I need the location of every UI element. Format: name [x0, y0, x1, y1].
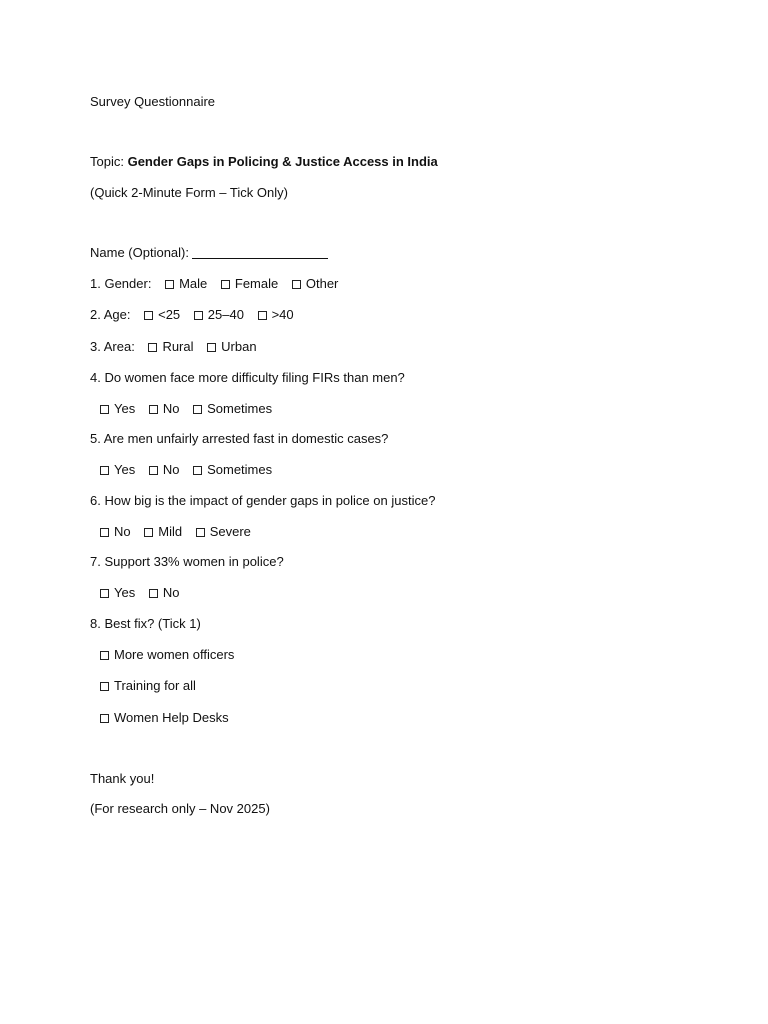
options-row	[100, 401, 272, 417]
checkbox-option[interactable]: Rural	[148, 339, 193, 355]
checkbox-option[interactable]: Training for all	[100, 678, 196, 694]
question-text: 5. Are men unfairly arrested fast in domestic cases?	[90, 431, 389, 446]
checkbox-option[interactable]: More women officers	[100, 647, 234, 663]
checkbox-icon[interactable]	[194, 311, 203, 320]
checkbox-icon[interactable]	[100, 651, 109, 660]
question-gender	[90, 276, 338, 292]
checkbox-icon[interactable]	[144, 528, 153, 537]
checkbox-option[interactable]: Other	[292, 276, 339, 292]
thank-you-text: Thank you!	[90, 771, 155, 786]
checkbox-option[interactable]: >40	[258, 307, 294, 323]
checkbox-icon[interactable]	[149, 405, 158, 414]
options-row	[100, 585, 179, 601]
checkbox-option[interactable]: Yes	[100, 401, 135, 417]
checkbox-icon[interactable]	[100, 405, 109, 414]
checkbox-option[interactable]: Yes	[100, 585, 135, 601]
checkbox-option[interactable]: Male	[165, 276, 207, 292]
checkbox-icon[interactable]	[292, 280, 301, 289]
checkbox-icon[interactable]	[196, 528, 205, 537]
checkbox-option[interactable]: No	[149, 401, 180, 417]
checkbox-icon[interactable]	[221, 280, 230, 289]
checkbox-icon[interactable]	[100, 714, 109, 723]
checkbox-icon[interactable]	[193, 466, 202, 475]
question-text: 4. Do women face more difficulty filing FIRs than men?	[90, 370, 405, 385]
question-age	[90, 307, 294, 323]
checkbox-option[interactable]: Sometimes	[193, 462, 272, 478]
checkbox-option[interactable]: Yes	[100, 462, 135, 478]
checkbox-option[interactable]: No	[149, 585, 180, 601]
question-area	[90, 339, 257, 355]
question-text: 8. Best fix? (Tick 1)	[90, 616, 201, 631]
checkbox-icon[interactable]	[144, 311, 153, 320]
checkbox-icon[interactable]	[193, 405, 202, 414]
checkbox-option[interactable]: Urban	[207, 339, 256, 355]
checkbox-option[interactable]: Female	[221, 276, 278, 292]
question-text: 2. Age:	[90, 307, 131, 322]
options-row	[100, 462, 272, 478]
question-text: 3. Area:	[90, 339, 135, 354]
checkbox-icon[interactable]	[165, 280, 174, 289]
page-title: Survey Questionnaire	[90, 94, 216, 109]
topic-text: Gender Gaps in Policing & Justice Access in India	[127, 154, 438, 169]
checkbox-icon[interactable]	[149, 466, 158, 475]
checkbox-icon[interactable]	[148, 343, 157, 352]
checkbox-icon[interactable]	[207, 343, 216, 352]
name-field-label: Name (Optional):	[90, 245, 189, 260]
checkbox-option[interactable]: Severe	[196, 524, 251, 540]
topic-line	[90, 154, 438, 170]
checkbox-icon[interactable]	[258, 311, 267, 320]
checkbox-option[interactable]: 25–40	[194, 307, 244, 323]
name-field	[90, 245, 328, 261]
checkbox-icon[interactable]	[100, 589, 109, 598]
checkbox-icon[interactable]	[100, 466, 109, 475]
checkbox-option[interactable]: Mild	[144, 524, 182, 540]
checkbox-option[interactable]: <25	[144, 307, 180, 323]
checkbox-option[interactable]: No	[100, 524, 131, 540]
question-text: 6. How big is the impact of gender gaps in police on justice?	[90, 493, 436, 508]
checkbox-option[interactable]: Women Help Desks	[100, 710, 229, 726]
footer-note: (For research only – Nov 2025)	[90, 801, 270, 816]
checkbox-option[interactable]: Sometimes	[193, 401, 272, 417]
topic-label: Topic:	[90, 154, 128, 169]
name-input-line[interactable]	[192, 246, 328, 259]
options-row	[100, 524, 251, 540]
question-text: 1. Gender:	[90, 276, 152, 291]
question-text: 7. Support 33% women in police?	[90, 554, 284, 569]
checkbox-option[interactable]: No	[149, 462, 180, 478]
checkbox-icon[interactable]	[100, 528, 109, 537]
checkbox-icon[interactable]	[149, 589, 158, 598]
checkbox-icon[interactable]	[100, 682, 109, 691]
form-subtitle: (Quick 2-Minute Form – Tick Only)	[90, 185, 288, 200]
